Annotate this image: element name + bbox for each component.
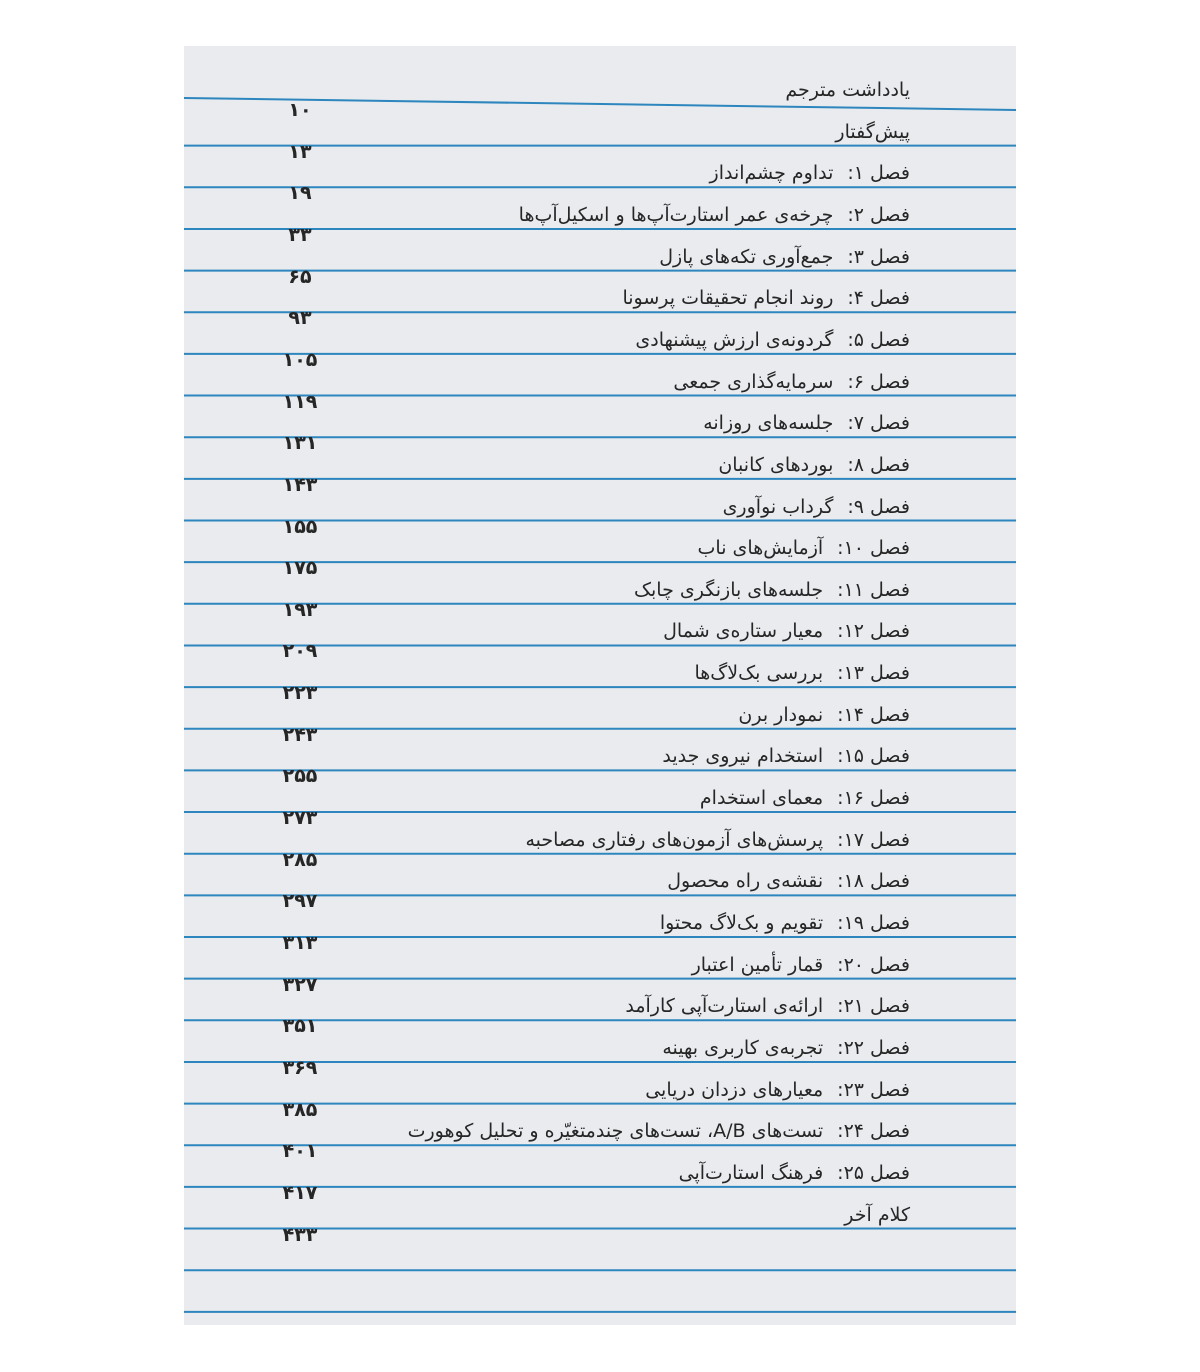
chapter-heading [738,695,910,735]
chapter-title: آزمایش‌های ناب [697,537,824,560]
page-number: ۲۷۳ [282,807,318,830]
chapter-label: فصل ۲۰: [837,953,910,976]
toc-entry [184,778,1016,830]
page-number: ۱۷۵ [282,557,318,580]
toc-entry [184,820,1016,871]
toc-entry [184,487,1016,538]
chapter-heading [723,487,910,527]
toc-entry [184,695,1016,746]
section-title: پیش‌گفتار [835,120,910,143]
page-number: ۴۱۷ [282,1181,318,1204]
page-number: ۳۱۳ [282,932,318,954]
section-title: کلام آخر [844,1203,910,1226]
page-number: ۲۵۵ [282,765,318,788]
page-number: ۴۰۱ [282,1140,318,1163]
page-number: ۹۳ [288,307,312,330]
page-number: ۴۳۳ [282,1223,318,1246]
chapter-title: تداوم چشم‌انداز [709,162,834,185]
toc-entry [184,278,1016,330]
chapter-heading [663,611,910,651]
chapter-title: روند انجام تحقیقات پرسونا [622,287,834,310]
page-number: ۱۰۵ [282,348,318,371]
chapter-label: فصل ۲۳: [837,1078,910,1101]
chapter-label: فصل ۷: [847,412,910,435]
chapter-label: فصل ۲۵: [837,1161,910,1184]
chapter-title: جمع‌آوری تکه‌های پازل [659,245,834,268]
chapter-title: فرهنگ استارت‌آپی [678,1161,824,1184]
chapter-title: استخدام نیروی جدید [662,745,824,768]
page-number: ۱۰ [288,99,312,121]
chapter-label: فصل ۶: [847,370,910,393]
book-page [184,46,1016,1325]
chapter-label: فصل ۸: [847,453,910,476]
chapter-title: ارائه‌ی استارت‌آپی کارآمد [625,995,824,1018]
chapter-label: فصل ۲۱: [837,995,910,1018]
chapter-heading [698,528,910,568]
chapter-title: معیار ستاره‌ی شمال [663,620,824,643]
chapter-heading [408,1111,910,1151]
chapter-title: چرخه‌ی عمر استارت‌آپ‌ها و اسکیل‌آپ‌ها [518,203,834,226]
toc-entry [184,237,1016,288]
chapter-title: تقویم و بک‌لاگ محتوا [659,912,824,934]
chapter-label: فصل ۱۱: [837,578,910,601]
chapter-heading [622,278,910,318]
chapter-heading [692,945,910,985]
toc-entry [184,611,1016,663]
chapter-label: فصل ۲۴: [837,1120,910,1143]
table-of-contents [184,46,1016,1325]
page-number: ۱۹ [288,182,312,205]
page-number: ۱۴۳ [282,473,318,496]
chapter-label: فصل ۱۸: [837,870,910,893]
chapter-title: پرسش‌های آزمون‌های رفتاری مصاحبه [525,828,824,851]
chapter-title: معیارهای دزدان دریایی [645,1078,824,1101]
chapter-label: فصل ۴: [847,287,910,310]
chapter-heading [718,445,910,485]
chapter-title: نمودار برن [738,703,824,726]
page-number: ۲۴۳ [282,723,318,746]
chapter-heading [634,570,910,610]
chapter-label: فصل ۱۹: [837,912,910,934]
toc-entry [184,1111,1016,1163]
toc-entry [184,1028,1016,1079]
chapter-heading [635,320,910,360]
toc-entry [184,903,1016,954]
chapter-label: فصل ۱۴: [837,703,910,726]
chapter-title: نقشه‌ی راه محصول [667,870,824,893]
chapter-heading [519,195,910,235]
toc-entry [184,861,1016,913]
chapter-label: فصل ۳: [847,245,910,268]
toc-entry [184,362,1016,413]
chapter-title: گرداب نوآوری [722,495,834,518]
toc-entry [184,653,1016,705]
page-number: ۲۰۹ [282,640,318,663]
chapter-label: فصل ۱۵: [837,745,910,768]
page-number: ۱۳۱ [282,432,318,455]
page-number: ۱۹۳ [282,598,318,621]
chapter-heading [662,736,910,776]
chapter-title: بررسی بک‌لاگ‌ها [694,662,824,685]
chapter-title: تست‌های A/B، تست‌های چندمتغیّره و تحلیل کوهورت [407,1120,824,1143]
chapter-label: فصل ۱: [847,162,910,185]
chapter-label: فصل ۲۲: [837,1036,910,1059]
chapter-label: فصل ۲: [847,203,910,226]
toc-entry [184,403,1016,455]
chapter-label: فصل ۱۷: [837,828,910,851]
chapter-title: قمار تأمین اعتبار [691,953,824,976]
page-number: ۳۵۱ [282,1015,318,1038]
chapter-heading [667,861,910,901]
toc-entry [184,528,1016,580]
chapter-heading [710,153,910,193]
chapter-title: تجربه‌ی کاربری بهینه [662,1036,824,1059]
toc-entry [184,1070,1016,1121]
toc-entry [184,320,1016,371]
chapter-heading [660,903,910,943]
chapter-label: فصل ۹: [847,495,910,518]
chapter-label: فصل ۱۰: [837,537,910,560]
chapter-title: بوردهای کانبان [718,453,834,476]
chapter-label: فصل ۵: [847,328,910,351]
page-number: ۶۵ [288,265,312,288]
page-number: ۱۵۵ [282,515,318,538]
page-number: ۲۸۵ [282,848,318,871]
chapter-heading [703,403,910,443]
chapter-heading [659,237,910,277]
chapter-title: معمای استخدام [699,787,824,810]
chapter-title: سرمایه‌گذاری جمعی [673,370,834,393]
toc-entry [184,1195,1016,1246]
toc-entry [184,70,1016,121]
toc-entry [184,986,1016,1038]
page-number: ۱۳ [288,140,312,163]
page-number: ۲۹۷ [282,890,318,913]
chapter-label: فصل ۱۲: [837,620,910,643]
toc-entry [184,195,1016,246]
chapter-heading [700,778,910,818]
chapter-heading [645,1070,910,1110]
chapter-title: جلسه‌های بازنگری چابک [634,578,824,601]
chapter-title: جلسه‌های روزانه [703,412,834,435]
chapter-heading [662,1028,910,1068]
page-number: ۳۳ [288,223,312,246]
page-number: ۱۱۹ [282,390,318,413]
section-title: یادداشت مترجم [785,79,910,101]
page-number: ۲۲۳ [282,682,318,705]
chapter-heading [694,653,910,693]
chapter-heading [673,362,910,402]
toc-entry [184,736,1016,788]
chapter-label: فصل ۱۳: [837,662,910,685]
chapter-title: گردونه‌ی ارزش پیشنهادی [635,328,834,351]
chapter-heading [525,820,910,860]
chapter-heading [625,986,910,1026]
toc-entry [184,570,1016,621]
toc-entry [184,1153,1016,1204]
toc-entry [184,445,1016,496]
chapter-label: فصل ۱۶: [837,787,910,810]
page-number: ۳۲۷ [282,973,318,996]
toc-entry [184,153,1016,205]
chapter-heading [679,1153,910,1193]
page-number: ۳۶۹ [282,1056,318,1079]
page-number: ۳۸۵ [282,1098,318,1121]
toc-entry [184,112,1016,163]
toc-entry [184,945,1016,996]
